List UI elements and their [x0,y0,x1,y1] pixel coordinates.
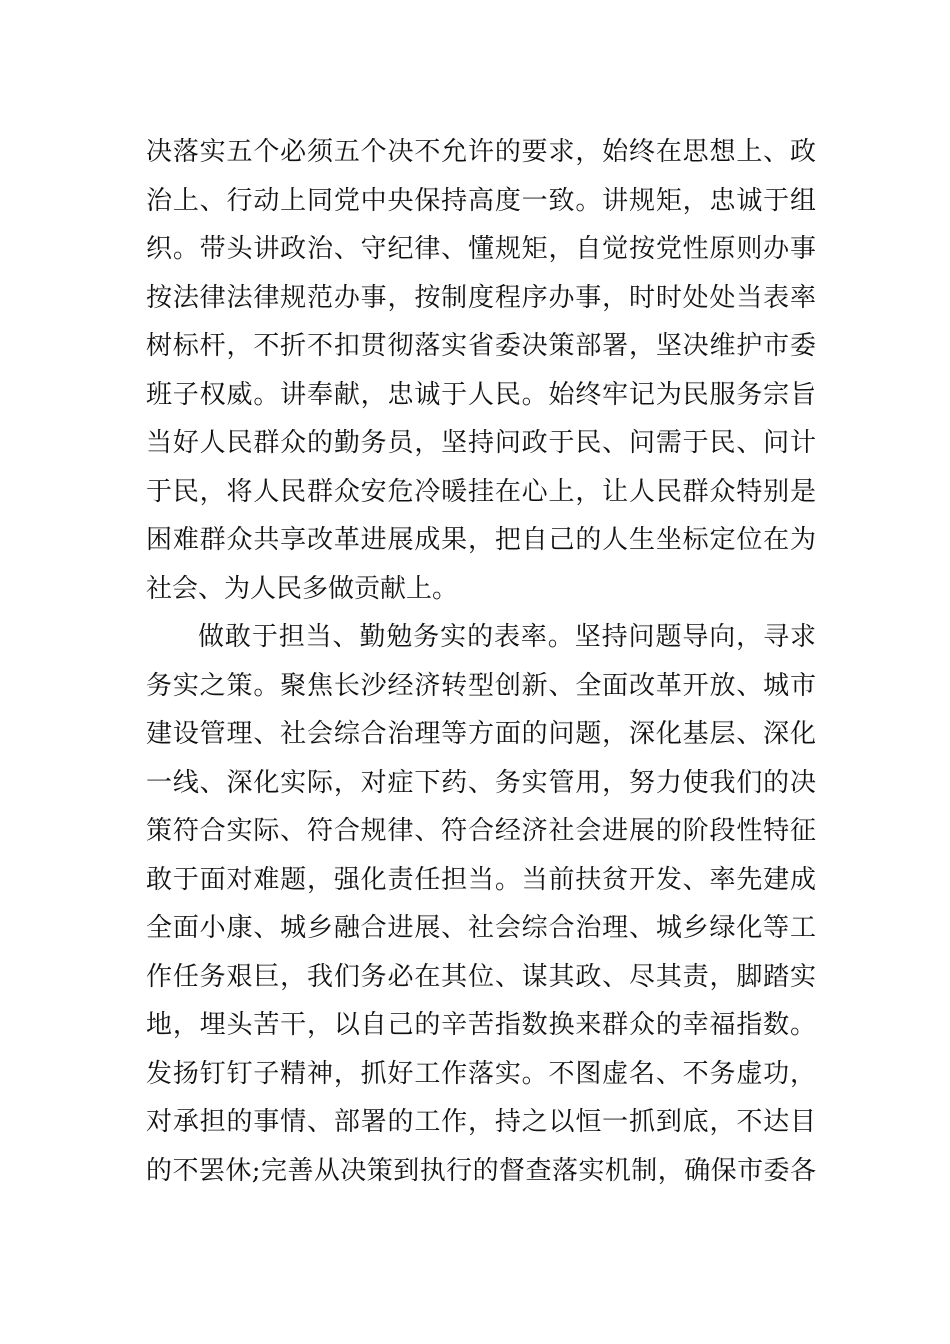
text-line: 建设管理、社会综合治理等方面的问题，深化基层、深化 [146,719,816,749]
paragraph-end-line: 社会、为人民多做贡献上。 [146,573,459,604]
text-line: 地，埋头苦干，以自己的辛苦指数换来群众的幸福指数。 [146,1010,816,1040]
text-line: 作任务艰巨，我们务必在其位、谋其政、尽其责，脚踏实 [146,961,816,992]
text-line: 困难群众共享改革进展成果，把自己的人生坐标定位在为 [146,525,816,555]
text-line: 发扬钉钉子精神，抓好工作落实。不图虚名、不务虚功， [146,1058,816,1089]
text-line: 全面小康、城乡融合进展、社会综合治理、城乡绿化等工 [146,913,816,943]
text-line: 织。带头讲政治、守纪律、懂规矩，自觉按党性原则办事 [146,234,816,264]
text-line: 一线、深化实际，对症下药、务实管用，努力使我们的决 [146,767,816,798]
text-line: 策符合实际、符合规律、符合经济社会进展的阶段性特征 [146,816,816,846]
document-body [146,128,816,1195]
text-line: 务实之策。聚焦长沙经济转型创新、全面改革开放、城市 [146,670,816,701]
text-line: 按法律法律规范办事，按制度程序办事，时时处处当表率 [146,282,816,313]
text-line: 决落实五个必须五个决不允许的要求，始终在思想上、政 [146,137,816,167]
text-line: 于民，将人民群众安危冷暖挂在心上，让人民群众特别是 [146,476,816,507]
text-line: 树标杆，不折不扣贯彻落实省委决策部署，坚决维护市委 [146,331,816,361]
text-line: 敢于面对难题，强化责任担当。当前扶贫开发、率先建成 [146,864,816,895]
text-line: 的不罢休;完善从决策到执行的督查落实机制，确保市委各 [146,1155,816,1186]
text-line: 对承担的事情、部署的工作，持之以恒一抓到底，不达目 [146,1107,816,1137]
text-line: 治上、行动上同党中央保持高度一致。讲规矩，忠诚于组 [146,185,816,216]
text-line: 班子权威。讲奉献，忠诚于人民。始终牢记为民服务宗旨 [146,379,816,410]
paragraph-start-line: 做敢于担当、勤勉务实的表率。坚持问题导向，寻求 [198,622,816,652]
text-line: 当好人民群众的勤务员，坚持问政于民、问需于民、问计 [146,428,816,458]
